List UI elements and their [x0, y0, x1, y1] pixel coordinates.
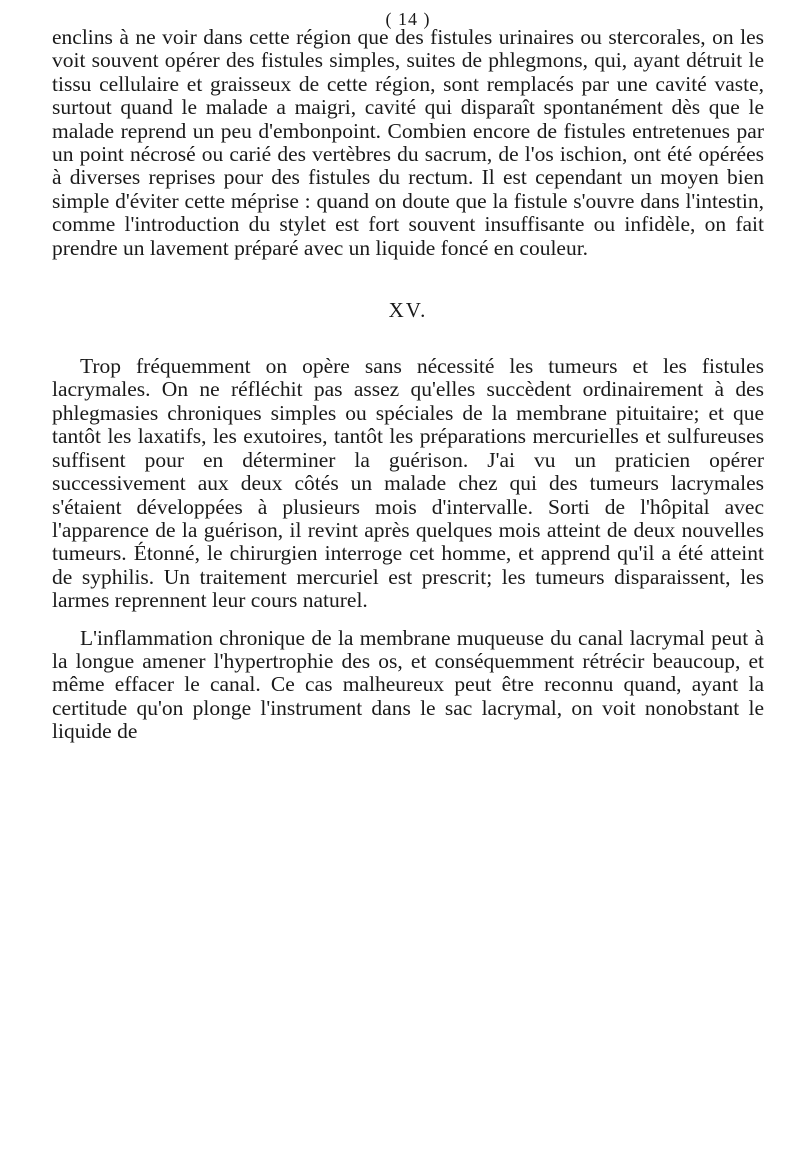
page-number: ( 14 ) — [385, 9, 431, 29]
paragraph-inflammation: L'inflammation chronique de la membrane muqueuse du canal lacrymal peut à la longue amener l'hypertrophie des os, et conséquemment rétrécir beaucoup, et même effacer le canal. Ce cas malheureux peut être reconnu quand, ayant la certitude qu'on plonge l'instrument dans le sac lacrymal, on voit nonobstant le liquide de — [52, 625, 764, 744]
paragraph-fistules: enclins à ne voir dans cette région que des fistules urinaires ou stercorales, on les voit souvent opérer des fistules simples, suites de phlegmons, qui, ayant détruit le tissu cellulaire et graisseux de cette région, sont remplacés par une cavité vaste, surtout quand le malade a maigri, cavité qui disparaît spontanément dès que le malade reprend un peu d'embonpoint. Combien encore de fistules entretenues par un point nécrosé ou carié des vertèbres du sacrum, de l'os ischion, ont été opérées à diverses reprises pour des fistules du rectum. Il est cependant un moyen bien simple d'éviter cette méprise : quand on doute que la fistule s'ouvre dans l'intestin, comme l'introduction du stylet est fort souvent insuffisante ou infidèle, on fait prendre un lavement préparé avec un liquide foncé en couleur. — [52, 25, 764, 260]
paragraph-tumeurs-lacrymales: Trop fréquemment on opère sans nécessité les tumeurs et les fistules lacrymales. On ne réfléchit pas assez qu'elles succèdent ordinairement à des phlegmasies chroniques simples ou spéciales de la membrane pituitaire; et que tantôt les laxatifs, les exutoires, tantôt les préparations mercurielles et sulfureuses suffisent pour en déterminer la guérison. J'ai vu un praticien opérer successivement aux deux côtés un malade chez qui des tumeurs lacrymales s'étaient développées à plusieurs mois d'intervalle. Sorti de l'hôpital avec l'apparence de la guérison, il revint après quelques mois atteint de deux nouvelles tumeurs. Étonné, le chirurgien interroge cet homme, et apprend qu'il a été atteint de syphilis. Un traitement mercuriel est prescrit; les tumeurs disparaissent, les larmes reprennent leur cours naturel. — [52, 354, 764, 613]
book-page — [52, 0, 764, 1175]
section-heading: XV. — [388, 298, 428, 323]
